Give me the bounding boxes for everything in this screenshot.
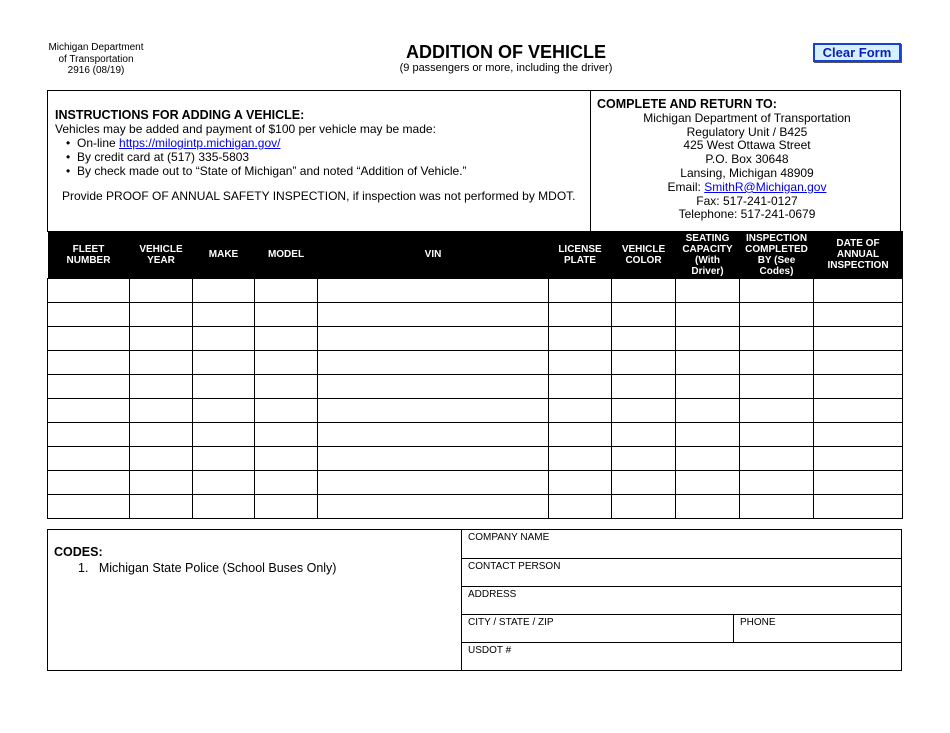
table-cell-input[interactable]: [193, 303, 255, 327]
table-cell-input[interactable]: [130, 279, 193, 303]
table-cell-input[interactable]: [814, 471, 903, 495]
table-cell-input[interactable]: [193, 351, 255, 375]
table-cell-input[interactable]: [814, 303, 903, 327]
table-cell-input[interactable]: [740, 399, 814, 423]
table-cell-input[interactable]: [676, 399, 740, 423]
table-cell-input[interactable]: [318, 351, 549, 375]
table-cell-input[interactable]: [612, 351, 676, 375]
table-cell-input[interactable]: [255, 303, 318, 327]
table-cell-input[interactable]: [130, 327, 193, 351]
table-cell-input[interactable]: [255, 399, 318, 423]
agency-block: [40, 42, 152, 77]
field-separator: [461, 558, 902, 559]
return-heading: COMPLETE AND RETURN TO:: [597, 97, 777, 111]
return-address-line2: Regulatory Unit / B425: [686, 124, 808, 139]
table-cell-input[interactable]: [255, 447, 318, 471]
table-cell-input[interactable]: [814, 351, 903, 375]
column-header-label: MAKE: [208, 249, 239, 260]
table-cell-input[interactable]: [255, 495, 318, 519]
payment-check: • By check made out to “State of Michigan” and noted “Addition of Vehicle.”: [77, 164, 575, 178]
return-fax: Fax: 517-241-0127: [696, 193, 798, 208]
table-body: [48, 279, 903, 519]
table-cell-input[interactable]: [48, 447, 130, 471]
table-header-row: [48, 231, 903, 279]
table-cell-input[interactable]: [48, 399, 130, 423]
column-header-label: BY (See: [757, 254, 796, 266]
table-cell-input[interactable]: [318, 279, 549, 303]
table-row: [48, 375, 903, 399]
column-header-label: (With: [695, 254, 720, 266]
table-cell-input[interactable]: [318, 399, 549, 423]
page-subtitle: (9 passengers or more, including the driver): [399, 62, 613, 74]
table-cell-input[interactable]: [48, 351, 130, 375]
contact-person-field[interactable]: CONTACT PERSON: [468, 561, 561, 572]
table-cell-input[interactable]: [814, 327, 903, 351]
vehicle-table: [47, 231, 903, 519]
column-header-label: INSPECTION: [745, 232, 808, 244]
column-header-label: SEATING: [685, 232, 730, 244]
table-cell-input[interactable]: [549, 495, 612, 519]
column-header: [814, 231, 903, 279]
table-cell-input[interactable]: [814, 399, 903, 423]
table-row: [48, 327, 903, 351]
table-cell-input[interactable]: [318, 423, 549, 447]
table-cell-input[interactable]: [814, 495, 903, 519]
table-cell-input[interactable]: [48, 495, 130, 519]
table-cell-input[interactable]: [814, 375, 903, 399]
table-cell-input[interactable]: [612, 423, 676, 447]
column-header-label: COLOR: [625, 254, 662, 266]
column-header-label: VEHICLE: [139, 243, 183, 255]
table-cell-input[interactable]: [255, 375, 318, 399]
table-cell-input[interactable]: [193, 279, 255, 303]
codes-heading: CODES:: [54, 545, 103, 559]
phone-field[interactable]: PHONE: [740, 617, 776, 628]
table-cell-input[interactable]: [130, 423, 193, 447]
table-cell-input[interactable]: [130, 375, 193, 399]
table-cell-input[interactable]: [740, 471, 814, 495]
return-address-line4: P.O. Box 30648: [705, 152, 789, 167]
table-cell-input[interactable]: [255, 471, 318, 495]
table-cell-input[interactable]: [740, 423, 814, 447]
table-cell-input[interactable]: [255, 279, 318, 303]
column-header-label: DATE OF: [836, 238, 880, 249]
table-cell-input[interactable]: [48, 375, 130, 399]
table-cell-input[interactable]: [612, 399, 676, 423]
table-cell-input[interactable]: [549, 471, 612, 495]
table-cell-input[interactable]: [318, 447, 549, 471]
table-cell-input[interactable]: [549, 303, 612, 327]
table-row: [48, 303, 903, 327]
table-cell-input[interactable]: [740, 351, 814, 375]
column-header: [48, 231, 130, 279]
column-header: [676, 231, 740, 279]
payment-credit: • By credit card at (517) 335-5803: [77, 150, 575, 164]
table-cell-input[interactable]: [612, 471, 676, 495]
return-address-line3: 425 West Ottawa Street: [683, 138, 811, 153]
table-cell-input[interactable]: [676, 447, 740, 471]
table-cell-input[interactable]: [740, 327, 814, 351]
column-header: [740, 231, 814, 279]
field-separator: [461, 642, 902, 643]
table-cell-input[interactable]: [612, 375, 676, 399]
table-cell-input[interactable]: [740, 447, 814, 471]
table-cell-input[interactable]: [549, 351, 612, 375]
column-header-label: YEAR: [147, 254, 175, 266]
instructions-section: [55, 108, 575, 178]
table-cell-input[interactable]: [549, 327, 612, 351]
table-cell-input[interactable]: [193, 423, 255, 447]
column-header: [255, 231, 318, 279]
table-cell-input[interactable]: [676, 375, 740, 399]
return-email-line: [597, 181, 897, 195]
table-cell-input[interactable]: [676, 423, 740, 447]
table-cell-input[interactable]: [676, 495, 740, 519]
column-header-label: INSPECTION: [827, 260, 889, 271]
column-header: [130, 231, 193, 279]
column-header-label: Codes): [759, 265, 794, 277]
table-cell-input[interactable]: [255, 327, 318, 351]
instructions-heading: INSTRUCTIONS FOR ADDING A VEHICLE:: [55, 108, 305, 122]
return-address-line5: Lansing, Michigan 48909: [680, 165, 814, 180]
table-cell-input[interactable]: [48, 303, 130, 327]
address-field[interactable]: ADDRESS: [468, 589, 517, 600]
column-header-label: FLEET: [72, 243, 105, 255]
table-cell-input[interactable]: [318, 303, 549, 327]
table-row: [48, 447, 903, 471]
table-cell-input[interactable]: [48, 423, 130, 447]
table-cell-input[interactable]: [740, 495, 814, 519]
column-header-label: MODEL: [267, 249, 305, 260]
table-cell-input[interactable]: [676, 303, 740, 327]
lower-divider: [461, 529, 462, 671]
table-cell-input[interactable]: [130, 447, 193, 471]
table-cell-input[interactable]: [676, 327, 740, 351]
codes-section: [54, 545, 336, 575]
column-header-label: COMPLETED: [745, 243, 808, 255]
proof-instruction: Provide PROOF OF ANNUAL SAFETY INSPECTION, if inspection was not performed by MDOT.: [62, 189, 576, 203]
table-cell-input[interactable]: [814, 447, 903, 471]
email-prefix: Email:: [667, 179, 705, 194]
table-cell-input[interactable]: [612, 327, 676, 351]
online-payment-link[interactable]: https://milogintp.michigan.gov/: [119, 136, 281, 150]
table-cell-input[interactable]: [318, 327, 549, 351]
table-cell-input[interactable]: [612, 495, 676, 519]
table-cell-input[interactable]: [193, 327, 255, 351]
clear-form-button[interactable]: Clear Form: [813, 43, 901, 62]
agency-name-line2: of Transportation: [58, 53, 134, 65]
column-header-label: VIN: [424, 249, 442, 260]
table-cell-input[interactable]: [193, 495, 255, 519]
table-cell-input[interactable]: [48, 327, 130, 351]
code-item-1: [78, 561, 336, 575]
table-cell-input[interactable]: [676, 351, 740, 375]
table-cell-input[interactable]: [48, 471, 130, 495]
table-row: [48, 351, 903, 375]
table-row: [48, 423, 903, 447]
table-cell-input[interactable]: [740, 279, 814, 303]
table-cell-input[interactable]: [549, 423, 612, 447]
table-cell-input[interactable]: [814, 279, 903, 303]
payment-methods-list: [55, 136, 575, 178]
column-header-label: PLATE: [563, 254, 597, 266]
table-cell-input[interactable]: [612, 279, 676, 303]
table-row: [48, 471, 903, 495]
return-address-line1: Michigan Department of Transportation: [643, 110, 851, 125]
field-separator: [461, 614, 902, 615]
column-header: [193, 231, 255, 279]
form-number: 2916 (08/19): [67, 65, 125, 76]
instructions-divider: [590, 91, 591, 231]
column-header-label: Driver): [691, 265, 724, 277]
column-header: [549, 231, 612, 279]
column-header-label: NUMBER: [66, 254, 111, 266]
table-cell-input[interactable]: [549, 399, 612, 423]
return-phone: Telephone: 517-241-0679: [678, 207, 816, 222]
table-cell-input[interactable]: [612, 447, 676, 471]
page-title: ADDITION OF VEHICLE: [405, 42, 606, 62]
code-item-text: Michigan State Police (School Buses Only): [98, 561, 337, 575]
table-cell-input[interactable]: [318, 375, 549, 399]
column-header-label: LICENSE: [558, 243, 602, 255]
table-row: [48, 495, 903, 519]
usdot-field[interactable]: USDOT #: [468, 645, 512, 656]
phone-divider: [733, 614, 734, 642]
code-item-number: 1.: [78, 561, 89, 575]
table-cell-input[interactable]: [612, 303, 676, 327]
table-row: [48, 399, 903, 423]
table-cell-input[interactable]: [130, 303, 193, 327]
table-cell-input[interactable]: [740, 303, 814, 327]
table-cell-input[interactable]: [676, 279, 740, 303]
table-cell-input[interactable]: [318, 471, 549, 495]
table-cell-input[interactable]: [549, 279, 612, 303]
column-header-label: ANNUAL: [836, 249, 880, 260]
table-cell-input[interactable]: [814, 423, 903, 447]
company-name-field[interactable]: COMPANY NAME: [468, 532, 550, 543]
city-state-zip-field[interactable]: CITY / STATE / ZIP: [468, 617, 554, 628]
table-cell-input[interactable]: [676, 471, 740, 495]
agency-name-line1: Michigan Department: [48, 42, 144, 53]
table-cell-input[interactable]: [130, 351, 193, 375]
table-cell-input[interactable]: [130, 495, 193, 519]
table-cell-input[interactable]: [48, 279, 130, 303]
column-header: [318, 231, 549, 279]
instructions-intro: Vehicles may be added and payment of $100 per vehicle may be made:: [55, 122, 436, 136]
field-separator: [461, 586, 902, 587]
table-cell-input[interactable]: [130, 471, 193, 495]
table-row: [48, 279, 903, 303]
table-cell-input[interactable]: [193, 375, 255, 399]
payment-online: [77, 136, 575, 150]
email-link[interactable]: SmithR@Michigan.gov: [704, 179, 827, 194]
table-cell-input[interactable]: [255, 423, 318, 447]
table-cell-input[interactable]: [193, 471, 255, 495]
column-header: [612, 231, 676, 279]
table-cell-input[interactable]: [193, 399, 255, 423]
column-header-label: VEHICLE: [621, 243, 666, 255]
return-to-section: [597, 98, 897, 222]
table-cell-input[interactable]: [549, 447, 612, 471]
table-cell-input[interactable]: [318, 495, 549, 519]
online-prefix: On-line: [77, 136, 120, 150]
table-cell-input[interactable]: [740, 375, 814, 399]
table-cell-input[interactable]: [549, 375, 612, 399]
column-header-label: CAPACITY: [682, 243, 733, 255]
table-cell-input[interactable]: [130, 399, 193, 423]
table-cell-input[interactable]: [193, 447, 255, 471]
table-cell-input[interactable]: [255, 351, 318, 375]
